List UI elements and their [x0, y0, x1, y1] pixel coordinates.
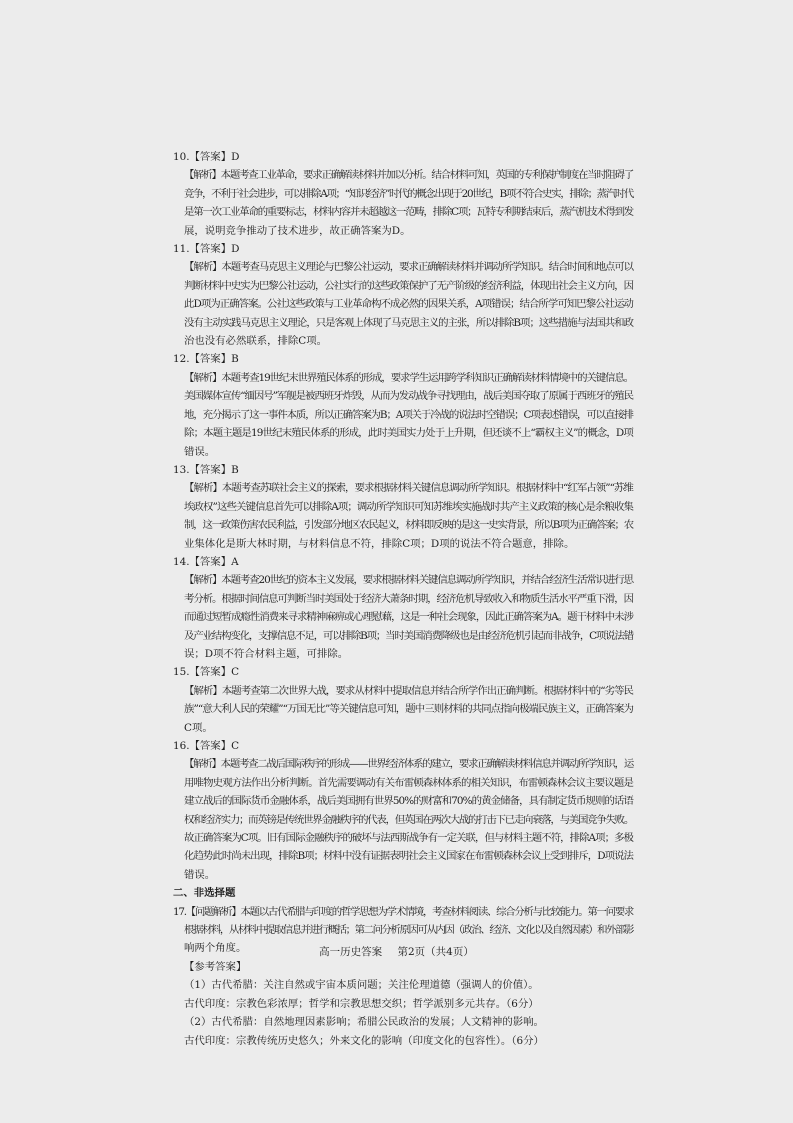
analysis-line: 族”“意大利人民的荣耀”“万国无比”等关键信息可知，题中三则材料的共同点指向极端民族主义，正确答案为	[184, 703, 633, 716]
analysis-line: 竞争，不利于社会进步，可以排除A项；“知识经济”时代的概念出现于20世纪，B项不符合史实，排除；蒸汽时代	[184, 187, 633, 200]
page-footer	[0, 944, 793, 959]
analysis-line: 【解析】本题考查二战后国际秩序的形成——世界经济体系的建立，要求正确解读材料信息并调动所学知识，运	[184, 758, 633, 771]
section-heading: 二、非选择题	[173, 887, 236, 900]
question-block	[173, 663, 633, 737]
analysis-line: 误；D项不符合材料主题，可排除。	[184, 647, 349, 660]
analysis-line: 埃政权”这些关键信息首先可以排除A项；调动所学知识可知苏维埃实施战时共产主义政策的核心是余粮收集	[184, 500, 633, 513]
analysis-line: 【解析】本题考查工业革命，要求正确解读材料并加以分析。结合材料可知，英国的专利保护制度在当时阻碍了	[184, 169, 633, 182]
analysis-line: 没有主动实践马克思主义理论，只是客观上体现了马克思主义的主张，所以排除B项；这些措施与法国共和政	[184, 316, 633, 329]
answer-line: 13.【答案】B	[173, 463, 239, 476]
answer-line: 11.【答案】D	[173, 243, 240, 256]
q17-analysis-line: 17.【问题解析】本题以古代希腊与印度的哲学思想为学术情境，考查材料阅读、综合分析与比较能力。第一问要求	[173, 905, 633, 918]
question-block	[173, 737, 633, 884]
q17-analysis-line: 根据材料，从材料中提取信息并进行概括；第二问分析原因可从内因（政治、经济、文化以及自然因素）和外部影	[184, 924, 633, 937]
section-non-choice	[173, 884, 633, 1050]
analysis-line: 此D项为正确答案。公社这些政策与工业革命构不成必然的因果关系，A项错误；结合所学可知巴黎公社运动	[184, 298, 633, 311]
analysis-line: 【解析】本题考查苏联社会主义的探索，要求根据材料关键信息调动所学知识。根据材料中“红军占领”“苏维	[184, 482, 633, 495]
analysis-line: 错误。	[184, 868, 216, 881]
analysis-line: 【解析】本题考查19世纪末世界殖民体系的形成，要求学生运用跨学科知识正确解读材料情境中的关键信息。	[184, 371, 633, 384]
analysis-line: 【解析】本题考查第二次世界大战，要求从材料中提取信息并结合所学作出正确判断。根据材料中的“劣等民	[184, 684, 633, 697]
answer-body	[173, 148, 633, 1050]
analysis-line: 化趋势此时尚未出现，排除B项；材料中没有证据表明社会主义国家在布雷顿森林会议上受到排斥，D项说法	[184, 850, 633, 863]
answer-line: 12.【答案】B	[173, 353, 239, 366]
analysis-line: 考分析。根据时间信息可判断当时美国处于经济大萧条时期，经济危机导致收入和物质生活水平严重下滑，因	[184, 592, 633, 605]
analysis-line: 【解析】本题考查马克思主义理论与巴黎公社运动，要求正确解读材料并调动所学知识。结合时间和地点可以	[184, 261, 633, 274]
analysis-line: 制，这一政策伤害农民利益，引发部分地区农民起义，材料即反映的是这一史实背景，所以B项为正确答案；农	[184, 519, 633, 532]
reference-answer-line: 古代印度：宗教色彩浓厚；哲学和宗教思想交织；哲学派别多元共存。（6分）	[184, 997, 539, 1010]
analysis-line: 错误。	[184, 445, 216, 458]
answer-line: 15.【答案】C	[173, 666, 240, 679]
analysis-line: 业集体化是斯大林时期，与材料信息不符，排除C项；D项的说法不符合题意，排除。	[184, 537, 575, 550]
analysis-line: 【解析】本题考查20世纪的资本主义发展，要求根据材料关键信息调动所学知识，并结合经济生活常识进行思	[184, 574, 633, 587]
question-block	[173, 461, 633, 553]
answer-line: 10.【答案】D	[173, 151, 240, 163]
footer-subject: 高一历史答案	[319, 946, 383, 958]
analysis-line: C项。	[184, 721, 213, 734]
analysis-line: 故正确答案为C项。旧有国际金融秩序的破坏与法西斯战争有一定关联，但与材料主题不符，排除A项；多极	[184, 832, 633, 845]
analysis-line: 治也没有必然联系，排除C项。	[184, 335, 328, 348]
reference-answer-line: （1）古代希腊：关注自然或宇宙本质问题；关注伦理道德（强调人的价值）。	[184, 979, 539, 992]
analysis-line: 建立战后的国际货币金融体系，战后美国拥有世界50%的财富和70%的黄金储备，具有制定货币规则的话语	[184, 795, 633, 808]
answer-line: 16.【答案】C	[173, 740, 240, 752]
analysis-line: 美国媒体宣传“缅因号”军舰是被西班牙炸毁，从而为发动战争寻找理由，战后美国夺取了原属于西班牙的殖民	[184, 390, 633, 403]
reference-answer-label: 【参考答案】	[184, 960, 247, 973]
analysis-line: 除；本题主题是19世纪末殖民体系的形成，此时美国实力处于上升期，但还谈不上“霸权主义”的概念，D项	[184, 427, 634, 440]
analysis-line: 地，充分揭示了这一事件本质，所以正确答案为B；A项关于冷战的说法时空错误；C项表述错误，可以直接排	[184, 408, 633, 421]
question-block	[173, 148, 633, 240]
question-block	[173, 350, 633, 460]
question-block	[173, 240, 633, 350]
analysis-line: 是第一次工业革命的重要标志，材料内容并未超越这一范畴，排除C项；瓦特专利期结束后，蒸汽机技术得到发	[184, 206, 633, 219]
analysis-line: 用唯物史观方法作出分析判断。首先需要调动有关布雷顿森林体系的相关知识，布雷顿森林会议主要议题是	[184, 776, 633, 789]
q17-analysis-line: 响两个角度。	[184, 942, 247, 955]
reference-answer-line: 古代印度：宗教传统历史悠久；外来文化的影响（印度文化的包容性）。（6分）	[184, 1034, 544, 1047]
reference-answer-line: （2）古代希腊：自然地理因素影响；希腊公民政治的发展；人文精神的影响。	[184, 1016, 544, 1029]
analysis-line: 判断材料中史实为巴黎公社运动，公社实行的这些政策保护了无产阶级的经济利益，体现出社会主义方向，因	[184, 279, 633, 292]
question-block	[173, 553, 633, 663]
analysis-line: 权和经济实力；而英镑是传统世界金融秩序的代表，但英国在两次大战的打击下已走向衰落，与美国竞争失败。	[184, 813, 633, 826]
answer-line: 14.【答案】A	[173, 555, 239, 568]
analysis-line: 及产业结构变化，支撑信息不足，可以排除B项；当时美国消费降级也是由经济危机引起而非战争，C项说法错	[184, 629, 633, 642]
analysis-line: 而通过短暂成瘾性消费来寻求精神麻痹或心理慰藉，这是一种社会现象，因此正确答案为A。题干材料中未涉	[184, 611, 633, 624]
analysis-line: 展，说明竞争推动了技术进步，故正确答案为D。	[184, 224, 411, 237]
footer-page-number: 第2页（共4页）	[397, 946, 474, 958]
